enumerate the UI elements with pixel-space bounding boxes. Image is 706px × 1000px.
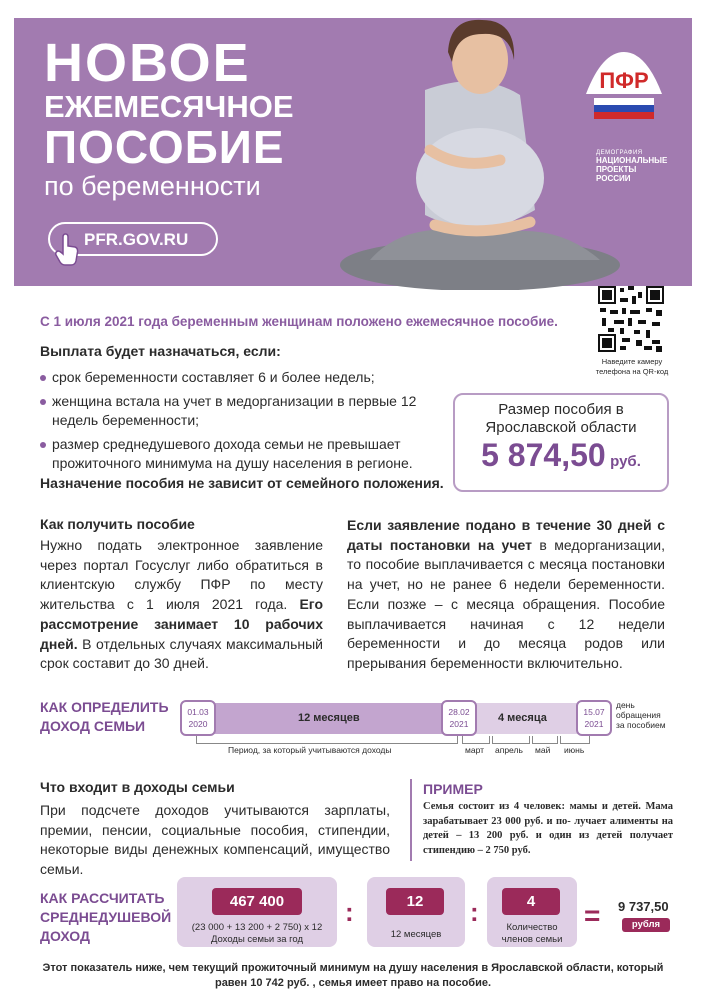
np-title-3: РОССИИ [596, 174, 631, 183]
income-formula-text: (23 000 + 13 200 + 2 750) x 12 [191, 922, 323, 933]
conditions-list [40, 368, 440, 478]
timeline-heading [40, 698, 169, 736]
timeline-date-end [576, 700, 612, 736]
month-bracket [532, 736, 558, 744]
national-projects-logo [596, 150, 668, 206]
year-mid: 2021 [449, 719, 469, 729]
span-12-months: 12 месяцев [298, 712, 360, 724]
timeline-date-start [180, 700, 216, 736]
example-text: Семья состоит из 4 человек: мамы и детей. Мама зарабатывает 23 000 руб. и по- лучает алименты на детей – 13 200 руб. и один из детей получает стипендию – 2 750 руб. [423, 801, 673, 856]
np-caption: ДЕМОГРАФИЯ [596, 150, 643, 156]
benefit-amount-box [453, 393, 669, 492]
how-heading: Как получить пособие [40, 516, 195, 532]
period-bracket [196, 736, 458, 744]
equals-sign: = [584, 900, 601, 931]
members-label-2: членов семьи [501, 934, 563, 945]
divide-sign: : [470, 897, 479, 927]
income-formula [177, 922, 337, 946]
timeline-heading-line-2: ДОХОД СЕМЬИ [40, 718, 146, 734]
month-bracket [560, 736, 590, 744]
period-label: Период, за который учитываются доходы [228, 745, 392, 755]
date-mid: 28.02 [448, 707, 470, 717]
month-label: март [465, 745, 485, 755]
calc-heading-line-3: ДОХОД [40, 928, 90, 944]
year-end: 2021 [584, 719, 604, 729]
title-line-3: ПОСОБИЕ [44, 121, 285, 173]
bottom-note: Этот показатель ниже, чем текущий прожиточный минимум на душу населения в Ярославской области, который равен 10 742 руб. , семья имеет право на пособие. [42, 962, 664, 989]
divide-sign: : [345, 897, 354, 927]
income-label: Доходы семьи за год [210, 934, 304, 945]
how-text-2: В отдельных случаях максимальный срок составит до 30 дней. [40, 635, 323, 672]
example-heading: ПРИМЕР [423, 781, 483, 797]
website-link[interactable]: PFR.GOV.RU [48, 222, 218, 256]
np-title-2: ПРОЕКТЫ [596, 165, 637, 174]
month-label: июнь [564, 745, 585, 755]
month-label: апрель [495, 745, 523, 755]
members-value: 4 [502, 888, 560, 915]
side-note-2: обращения [616, 710, 661, 720]
pointer-hand-icon [54, 233, 80, 267]
amount-unit: руб. [610, 453, 641, 470]
deadline-bold: Если заявление подано в течение 30 дней с даты постановки на учет [347, 517, 665, 553]
example-divider [410, 779, 412, 861]
months-value: 12 [386, 888, 444, 915]
np-title-1: НАЦИОНАЛЬНЫЕ [596, 156, 668, 165]
amount-line [455, 437, 667, 474]
qr-caption: Наведите камеру телефона на QR-код [595, 357, 669, 376]
conditions-footer: Назначение пособия не зависит от семейного положения. [40, 475, 444, 491]
month-bracket [462, 736, 490, 744]
qr-code[interactable] [598, 286, 664, 352]
pfr-logo-letters: ПФР [599, 68, 649, 93]
income-text: При подсчете доходов учитываются зарплаты, премии, пенсии, социальные пособия, стипендии, некоторые виды денежных компенсаций, имущество семьи. [40, 802, 390, 878]
income-heading: Что входит в доходы семьи [40, 779, 235, 795]
deadline-text: в медорганизации, то пособие выплачивается с месяца постановки на учет, но не ранее 6 недели беременности. Если позже – с месяца обращения. Пособие выплачивается начиная с 12 недели беременности и до месяца родов или прерывания беременности включительно. [347, 536, 666, 671]
month-label: май [535, 745, 551, 755]
side-note-1: день [616, 700, 635, 710]
calc-heading [40, 889, 171, 946]
members-label [487, 922, 577, 946]
timeline-side-note [616, 700, 666, 730]
result-unit: рубля [622, 918, 670, 932]
calc-heading-line-1: КАК РАССЧИТАТЬ [40, 890, 165, 906]
members-label-1: Количество [506, 922, 558, 933]
date-end: 15.07 [583, 707, 605, 717]
how-text-bold: Его рассмотрение занимает 10 рабочих дней. [40, 596, 323, 652]
intro-text: С 1 июля 2021 года беременным женщинам положено ежемесячное пособие. [40, 314, 558, 329]
amount-label: Размер пособия в Ярославской области [485, 401, 637, 436]
how-text-1: Нужно подать электронное заявление через портал Госуслуг либо обратиться в клиентскую службу ПФР по месту жительства с 1 июля 2021 года. [40, 537, 323, 613]
timeline-date-mid [441, 700, 477, 736]
pfr-logo [582, 50, 666, 122]
calc-heading-line-2: СРЕДНЕДУШЕВОЙ [40, 909, 172, 925]
hero-banner [0, 0, 706, 290]
timeline-heading-line-1: КАК ОПРЕДЕЛИТЬ [40, 699, 169, 715]
months-label: 12 месяцев [390, 929, 442, 940]
amount-value: 5 874,50 [481, 437, 606, 473]
month-bracket [492, 736, 530, 744]
title-line-1: НОВОЕ [44, 33, 251, 93]
date-start: 01.03 [187, 707, 209, 717]
result-value: 9 737,50 [618, 899, 669, 914]
income-value: 467 400 [212, 888, 302, 915]
condition-item: срок беременности составляет 6 и более недель; [40, 368, 440, 388]
condition-item: женщина встала на учет в медорганизации в первые 12 недель беременности; [40, 392, 440, 431]
year-start: 2020 [188, 719, 208, 729]
title-line-2: ЕЖЕМЕСЯЧНОЕ [44, 89, 294, 124]
conditions-heading: Выплата будет назначаться, если: [40, 343, 281, 359]
span-4-months: 4 месяца [498, 712, 547, 724]
title-line-4: по беременности [44, 171, 261, 201]
how-text [40, 536, 323, 674]
application-deadline-text [347, 516, 665, 674]
condition-item: размер среднедушевого дохода семьи не превышает прожиточного минимума на душу населения в регионе. [40, 435, 440, 474]
side-note-3: за пособием [616, 720, 666, 730]
